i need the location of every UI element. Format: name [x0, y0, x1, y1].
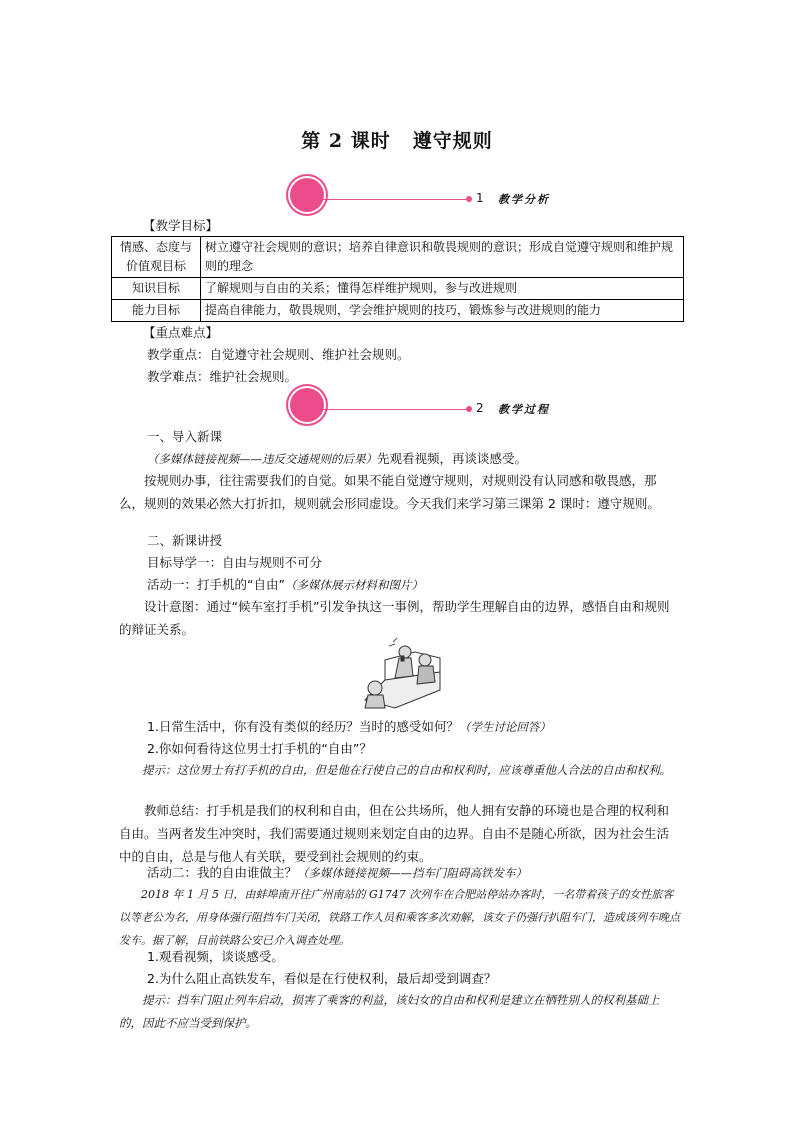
media-tail: 先观看视频，再谈谈感受。	[377, 451, 528, 466]
question-three: 1.观看视频，谈谈感受。	[147, 949, 284, 964]
key-points-heading: 【重点难点】	[143, 325, 219, 340]
intro-paragraph: 按规则办事，往往需要我们的自觉。如果不能自觉遵守规则，对规则没有认同感和敬畏感，那么，规则的效果必然大打折扣，规则就会形同虚设。今天我们来学习第三课第 2 课时：遵守规则。	[119, 473, 660, 511]
goal-content: 了解规则与自由的关系；懂得怎样维护规则，参与改进规则	[201, 278, 684, 300]
goal-content: 提高自律能力，敬畏规则，学会维护规则的技巧，锻炼参与改进规则的能力	[201, 300, 684, 322]
question-one-note: （学生讨论回答）	[458, 720, 551, 734]
design-intent: 设计意图：通过“候车室打手机”引发争执这一事例，帮助学生理解自由的边界，感悟自由和规则的辩证关系。	[119, 599, 670, 637]
dot-icon	[466, 196, 472, 202]
intro-heading: 一、导入新课	[147, 429, 223, 444]
difficult-point: 教学难点：维护社会规则。	[147, 369, 298, 384]
activity-one-title: 活动一：打手机的“自由”	[147, 577, 285, 592]
question-two: 2.你如何看待这位男士打手机的“自由”？	[147, 741, 372, 756]
goals-table	[111, 236, 684, 322]
table-row	[112, 237, 684, 278]
waiting-room-phone-illustration	[355, 630, 445, 710]
question-four: 2.为什么阻止高铁发车，看似是在行使权利，最后却受到调查？	[147, 971, 497, 986]
goal-content: 树立遵守社会规则的意识；培养自律意识和敬畏规则的意识；形成自觉遵守规则和维护规则的理念	[201, 237, 684, 278]
illustration-svg	[355, 630, 445, 710]
teacher-summary: 教师总结：打手机是我们的权利和自由，但在公共场所，他人拥有安静的环境也是合理的权利和自由。当两者发生冲突时，我们需要通过规则来划定自由的边界。自由不是随心所欲，因为社会生活中的自由，总是与他人有关联，要受到社会规则的约束。	[119, 803, 670, 864]
section-label: 教学分析	[498, 193, 550, 206]
table-row	[112, 278, 684, 300]
page-title	[0, 126, 794, 153]
intro-media-line	[147, 449, 527, 467]
goal-category: 知识目标	[112, 278, 201, 300]
train-story: 2018 年 1 月 5 日，由蚌埠南开往广州南站的 G1747 次列车在合肥站停站办客时，一名带着孩子的女性旅客以等老公为名，用身体强行阻挡车门关闭，铁路工作人员和乘客多次劝解，该女子仍强行扒阻车门，造成该列车晚点发车。据了解，目前铁路公安已介入调查处理。	[119, 888, 680, 947]
title-lesson-name: 遵守规则	[412, 130, 493, 152]
pink-circle-icon	[290, 388, 324, 422]
teaching-goals-heading: 【教学目标】	[143, 218, 219, 233]
activity-one-line	[147, 575, 423, 593]
goal-category: 情感、态度与价值观目标	[112, 237, 201, 278]
title-lesson-number: 第 2 课时	[301, 130, 391, 152]
section-header-analysis	[290, 178, 710, 218]
new-lesson-heading: 二、新课讲授	[147, 533, 223, 548]
question-one-line	[147, 717, 551, 735]
guide-one: 目标导学一：自由与规则不可分	[147, 555, 323, 570]
section-divider	[320, 409, 470, 410]
hint-one: 提示：这位男士有打手机的自由，但是他在行使自己的自由和权利时，应该尊重他人合法的自由和权利。	[142, 763, 671, 777]
goal-category: 能力目标	[112, 300, 201, 322]
section-number: 1	[476, 191, 484, 205]
section-label: 教学过程	[498, 403, 550, 416]
media-note: （多媒体链接视频——违反交通规则的后果）	[147, 452, 377, 466]
activity-one-note: （多媒体展示材料和图片）	[284, 578, 423, 592]
activity-two-note: （多媒体链接视频——挡车门阻碍高铁发车）	[297, 866, 528, 880]
hint-two: 提示：挡车门阻止列车启动，损害了乘客的利益，该妇女的自由和权利是建立在牺牲别人的权利基础上的，因此不应当受到保护。	[119, 993, 660, 1030]
pink-circle-icon	[290, 178, 324, 212]
section-number: 2	[476, 401, 484, 415]
dot-icon	[466, 406, 472, 412]
question-one: 1.日常生活中，你有没有类似的经历？当时的感受如何？	[147, 719, 459, 734]
section-header-process	[290, 388, 710, 428]
section-divider	[320, 199, 470, 200]
activity-two-line	[147, 863, 527, 881]
key-point: 教学重点：自觉遵守社会规则、维护社会规则。	[147, 347, 410, 362]
activity-two-title: 活动二：我的自由谁做主？	[147, 865, 298, 880]
table-row	[112, 300, 684, 322]
